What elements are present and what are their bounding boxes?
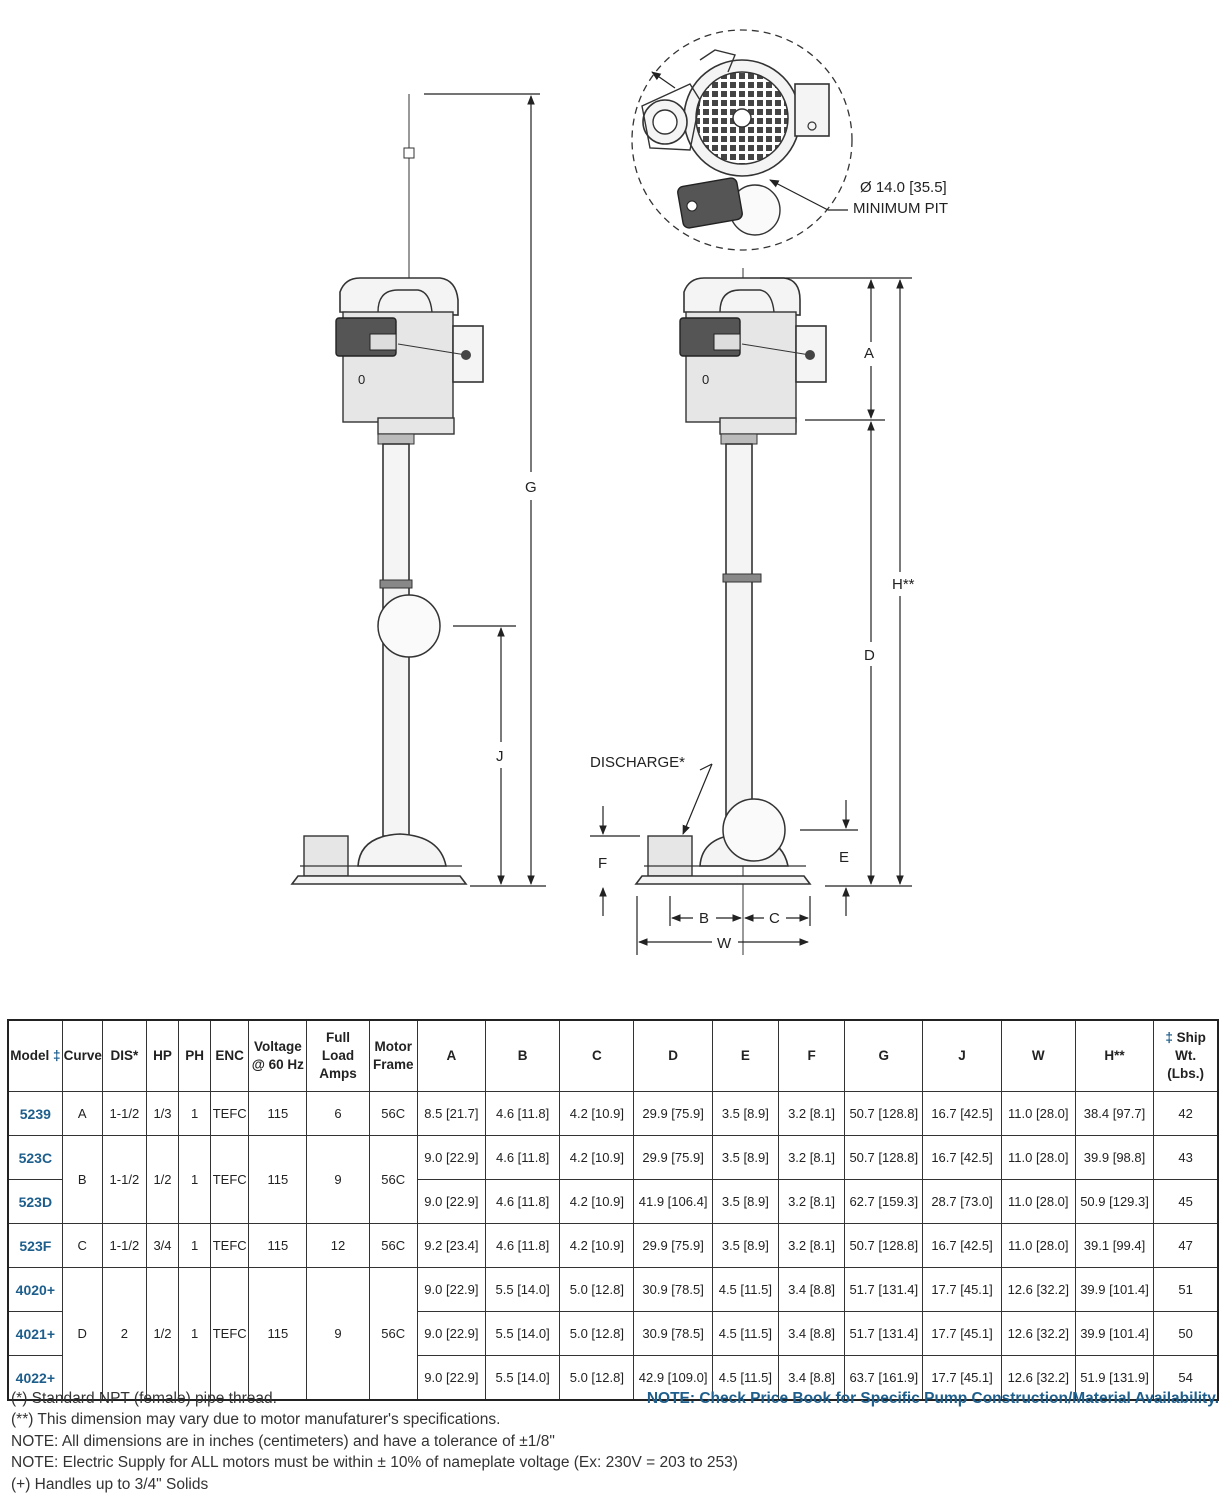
cell-voltage: 115: [249, 1136, 307, 1224]
dim-label-h: H**: [892, 576, 915, 593]
header-frame: [369, 1020, 417, 1092]
cell-model: 4021+: [8, 1312, 62, 1356]
cell-h: 39.1 [99.4]: [1075, 1224, 1153, 1268]
header-voltage-label2: @ 60 Hz: [251, 1057, 304, 1072]
cell-g: 63.7 [161.9]: [845, 1356, 923, 1401]
cell-f: 3.2 [8.1]: [778, 1092, 844, 1136]
cell-model: 523D: [8, 1180, 62, 1224]
cell-f: 3.4 [8.8]: [778, 1268, 844, 1312]
cell-amps: 6: [307, 1092, 369, 1136]
cell-ship: 47: [1154, 1224, 1218, 1268]
footnotes: [11, 1388, 738, 1495]
cell-w: 11.0 [28.0]: [1001, 1180, 1075, 1224]
cell-w: 11.0 [28.0]: [1001, 1092, 1075, 1136]
cell-d: 41.9 [106.4]: [634, 1180, 712, 1224]
pump-spec-table: [7, 1019, 1219, 1401]
header-e: [712, 1020, 778, 1092]
dim-label-f: F: [598, 855, 608, 872]
cell-dis: 1-1/2: [102, 1092, 146, 1136]
header-w: [1001, 1020, 1075, 1092]
dim-label-w: W: [717, 935, 732, 952]
dim-label-a: A: [864, 345, 875, 362]
cell-e: 3.5 [8.9]: [712, 1180, 778, 1224]
header-w-label: W: [1031, 1048, 1045, 1063]
header-j: [923, 1020, 1001, 1092]
cell-c: 5.0 [12.8]: [560, 1312, 634, 1356]
cell-b: 4.6 [11.8]: [486, 1092, 560, 1136]
cell-ph: 1: [179, 1136, 211, 1224]
cell-d: 29.9 [75.9]: [634, 1224, 712, 1268]
cell-d: 30.9 [78.5]: [634, 1268, 712, 1312]
cell-amps: 9: [307, 1268, 369, 1401]
cell-curve: A: [62, 1092, 102, 1136]
cell-e: 4.5 [11.5]: [712, 1268, 778, 1312]
discharge-outlet: [648, 836, 692, 876]
right-float-ball: [723, 799, 785, 861]
cell-model: 5239: [8, 1092, 62, 1136]
footnote-line: (+) Handles up to 3/4" Solids: [11, 1475, 209, 1493]
header-c-label: C: [591, 1048, 602, 1063]
discharge-label: DISCHARGE*: [590, 754, 686, 771]
table-row: [8, 1268, 1218, 1312]
dim-label-d: D: [864, 647, 875, 664]
cell-d: 42.9 [109.0]: [634, 1356, 712, 1401]
header-f: [778, 1020, 844, 1092]
right-side-view: [590, 268, 915, 955]
header-ph-label: PH: [185, 1048, 204, 1063]
header-curve: [62, 1020, 102, 1092]
header-model-label: Model: [10, 1048, 50, 1063]
cell-e: 4.5 [11.5]: [712, 1356, 778, 1401]
cell-j: 16.7 [42.5]: [923, 1092, 1001, 1136]
cell-ship: 51: [1154, 1268, 1218, 1312]
cell-d: 30.9 [78.5]: [634, 1312, 712, 1356]
cell-ship: 43: [1154, 1136, 1218, 1180]
cell-a: 9.0 [22.9]: [417, 1356, 485, 1401]
spec-table-header: [8, 1020, 1218, 1092]
cell-j: 28.7 [73.0]: [923, 1180, 1001, 1224]
spec-table-header-row: [8, 1020, 1218, 1092]
cell-e: 3.5 [8.9]: [712, 1092, 778, 1136]
cell-ph: 1: [179, 1268, 211, 1401]
cell-j: 17.7 [45.1]: [923, 1268, 1001, 1312]
footnote-line: (*) Standard NPT (female) pipe thread.: [11, 1390, 277, 1407]
cell-e: 3.5 [8.9]: [712, 1136, 778, 1180]
junction-box-top: [795, 84, 829, 136]
dim-label-c: C: [769, 910, 780, 927]
cell-voltage: 115: [249, 1268, 307, 1401]
cell-j: 17.7 [45.1]: [923, 1312, 1001, 1356]
cell-hp: 1/2: [146, 1136, 178, 1224]
header-curve-label: Curve: [63, 1048, 102, 1063]
header-ph: [179, 1020, 211, 1092]
header-frame-label: Motor: [374, 1039, 412, 1054]
pit-diameter-label: Ø 14.0 [35.5]: [860, 179, 947, 196]
header-model: [8, 1020, 62, 1092]
cell-a: 9.2 [23.4]: [417, 1224, 485, 1268]
left-motor-cap: [340, 278, 458, 315]
right-motor-cap: [684, 278, 800, 315]
cell-b: 5.5 [14.0]: [486, 1268, 560, 1312]
cell-a: 9.0 [22.9]: [417, 1268, 485, 1312]
cell-enc: TEFC: [211, 1136, 249, 1224]
table-row: [8, 1224, 1218, 1268]
cell-a: 8.5 [21.7]: [417, 1092, 485, 1136]
header-model-mark: ‡: [49, 1048, 61, 1063]
header-d-label: D: [668, 1048, 678, 1063]
cell-d: 29.9 [75.9]: [634, 1092, 712, 1136]
cell-curve: B: [62, 1136, 102, 1224]
cell-f: 3.2 [8.1]: [778, 1136, 844, 1180]
cell-hp: 3/4: [146, 1224, 178, 1268]
left-side-view: [292, 94, 546, 886]
cell-f: 3.2 [8.1]: [778, 1180, 844, 1224]
header-a: [417, 1020, 485, 1092]
cell-h: 38.4 [97.7]: [1075, 1092, 1153, 1136]
cell-c: 5.0 [12.8]: [560, 1356, 634, 1401]
header-voltage: [249, 1020, 307, 1092]
cell-j: 17.7 [45.1]: [923, 1356, 1001, 1401]
cell-ph: 1: [179, 1224, 211, 1268]
cell-b: 5.5 [14.0]: [486, 1312, 560, 1356]
header-g-label: G: [878, 1048, 890, 1063]
header-enc-label: ENC: [215, 1048, 244, 1063]
cell-model: 4020+: [8, 1268, 62, 1312]
dim-label-b: B: [699, 910, 710, 927]
cell-model: 523F: [8, 1224, 62, 1268]
cell-w: 11.0 [28.0]: [1001, 1224, 1075, 1268]
cell-frame: 56C: [369, 1136, 417, 1224]
cell-hp: 1/3: [146, 1092, 178, 1136]
cell-a: 9.0 [22.9]: [417, 1180, 485, 1224]
header-e-label: E: [740, 1048, 750, 1063]
cell-b: 5.5 [14.0]: [486, 1356, 560, 1401]
header-amps: [307, 1020, 369, 1092]
cell-b: 4.6 [11.8]: [486, 1224, 560, 1268]
spec-table-body: [8, 1092, 1218, 1401]
header-c: [560, 1020, 634, 1092]
cell-ph: 1: [179, 1092, 211, 1136]
cell-ship: 45: [1154, 1180, 1218, 1224]
header-hp: [146, 1020, 178, 1092]
footnote-line: NOTE: All dimensions are in inches (centimeters) and have a tolerance of ±1/8": [11, 1432, 555, 1450]
pit-minimum-label: MINIMUM PIT: [853, 200, 948, 217]
header-amps-label2: Amps: [319, 1066, 357, 1081]
cell-g: 62.7 [159.3]: [845, 1180, 923, 1224]
cell-j: 16.7 [42.5]: [923, 1136, 1001, 1180]
cell-g: 51.7 [131.4]: [845, 1312, 923, 1356]
cell-h: 39.9 [101.4]: [1075, 1312, 1153, 1356]
cell-w: 12.6 [32.2]: [1001, 1356, 1075, 1401]
cell-curve: C: [62, 1224, 102, 1268]
left-float-ball: [378, 595, 440, 657]
cell-j: 16.7 [42.5]: [923, 1224, 1001, 1268]
cell-hp: 1/2: [146, 1268, 178, 1401]
cell-f: 3.2 [8.1]: [778, 1224, 844, 1268]
cell-w: 12.6 [32.2]: [1001, 1268, 1075, 1312]
cell-model: 4022+: [8, 1356, 62, 1401]
cell-voltage: 115: [249, 1092, 307, 1136]
cell-dis: 2: [102, 1268, 146, 1401]
price-book-note: NOTE: Check Price Book for Specific Pump Construction/Material Availability.: [646, 1390, 1219, 1407]
cell-g: 50.7 [128.8]: [845, 1136, 923, 1180]
header-ship: [1154, 1020, 1218, 1092]
header-j-label: J: [958, 1048, 966, 1063]
header-hp-label: HP: [153, 1048, 172, 1063]
header-h-label: H**: [1104, 1048, 1125, 1063]
header-ship-label2: (Lbs.): [1167, 1066, 1204, 1081]
cell-h: 39.9 [98.8]: [1075, 1136, 1153, 1180]
cell-c: 4.2 [10.9]: [560, 1224, 634, 1268]
header-g: [845, 1020, 923, 1092]
cell-frame: 56C: [369, 1224, 417, 1268]
header-amps-label: Full Load: [321, 1030, 355, 1063]
cell-dis: 1-1/2: [102, 1224, 146, 1268]
table-row: [8, 1136, 1218, 1180]
header-b-label: B: [517, 1048, 528, 1063]
cell-b: 4.6 [11.8]: [486, 1136, 560, 1180]
footnote-line: NOTE: Electric Supply for ALL motors must be within ± 10% of nameplate voltage (Ex: 230V = 203 to 253): [11, 1454, 738, 1472]
header-ship-mark: ‡: [1165, 1030, 1173, 1045]
header-b: [486, 1020, 560, 1092]
footnote-line: (**) This dimension may vary due to motor manufaturer's specifications.: [11, 1411, 501, 1429]
cell-voltage: 115: [249, 1224, 307, 1268]
cell-frame: 56C: [369, 1268, 417, 1401]
cell-g: 50.7 [128.8]: [845, 1092, 923, 1136]
cell-c: 4.2 [10.9]: [560, 1180, 634, 1224]
cell-model: 523C: [8, 1136, 62, 1180]
cell-f: 3.4 [8.8]: [778, 1356, 844, 1401]
cell-w: 12.6 [32.2]: [1001, 1312, 1075, 1356]
header-enc: [211, 1020, 249, 1092]
cell-g: 50.7 [128.8]: [845, 1224, 923, 1268]
cell-a: 9.0 [22.9]: [417, 1136, 485, 1180]
top-view: [632, 30, 948, 250]
cell-curve: D: [62, 1268, 102, 1401]
header-f-label: F: [807, 1048, 816, 1063]
cell-c: 5.0 [12.8]: [560, 1268, 634, 1312]
cell-h: 39.9 [101.4]: [1075, 1268, 1153, 1312]
dim-label-e: E: [839, 849, 850, 866]
header-a-label: A: [446, 1048, 457, 1063]
cell-w: 11.0 [28.0]: [1001, 1136, 1075, 1180]
header-dis: [102, 1020, 146, 1092]
cell-frame: 56C: [369, 1092, 417, 1136]
dim-label-j: J: [496, 748, 504, 765]
cell-enc: TEFC: [211, 1224, 249, 1268]
cell-ship: 50: [1154, 1312, 1218, 1356]
cell-amps: 12: [307, 1224, 369, 1268]
cell-b: 4.6 [11.8]: [486, 1180, 560, 1224]
cell-c: 4.2 [10.9]: [560, 1136, 634, 1180]
right-motor-mark: 0: [702, 372, 710, 387]
cell-amps: 9: [307, 1136, 369, 1224]
cell-enc: TEFC: [211, 1268, 249, 1401]
header-d: [634, 1020, 712, 1092]
header-dis-label: DIS*: [110, 1048, 139, 1063]
cell-h: 51.9 [131.9]: [1075, 1356, 1153, 1401]
cell-ship: 54: [1154, 1356, 1218, 1401]
cell-dis: 1-1/2: [102, 1136, 146, 1224]
cell-e: 4.5 [11.5]: [712, 1312, 778, 1356]
header-voltage-label: Voltage: [253, 1039, 302, 1054]
cell-h: 50.9 [129.3]: [1075, 1180, 1153, 1224]
cell-c: 4.2 [10.9]: [560, 1092, 634, 1136]
cell-g: 51.7 [131.4]: [845, 1268, 923, 1312]
cell-e: 3.5 [8.9]: [712, 1224, 778, 1268]
table-row: [8, 1092, 1218, 1136]
header-h: [1075, 1020, 1153, 1092]
cell-ship: 42: [1154, 1092, 1218, 1136]
header-frame-label2: Frame: [372, 1057, 414, 1072]
dim-label-g: G: [525, 479, 537, 496]
left-motor-mark: 0: [358, 372, 366, 387]
cell-d: 29.9 [75.9]: [634, 1136, 712, 1180]
left-pump-base: [358, 834, 446, 866]
cell-enc: TEFC: [211, 1092, 249, 1136]
right-pump-column: [726, 444, 752, 836]
header-ship-label: Ship Wt.: [1172, 1030, 1206, 1063]
cell-a: 9.0 [22.9]: [417, 1312, 485, 1356]
cell-f: 3.4 [8.8]: [778, 1312, 844, 1356]
